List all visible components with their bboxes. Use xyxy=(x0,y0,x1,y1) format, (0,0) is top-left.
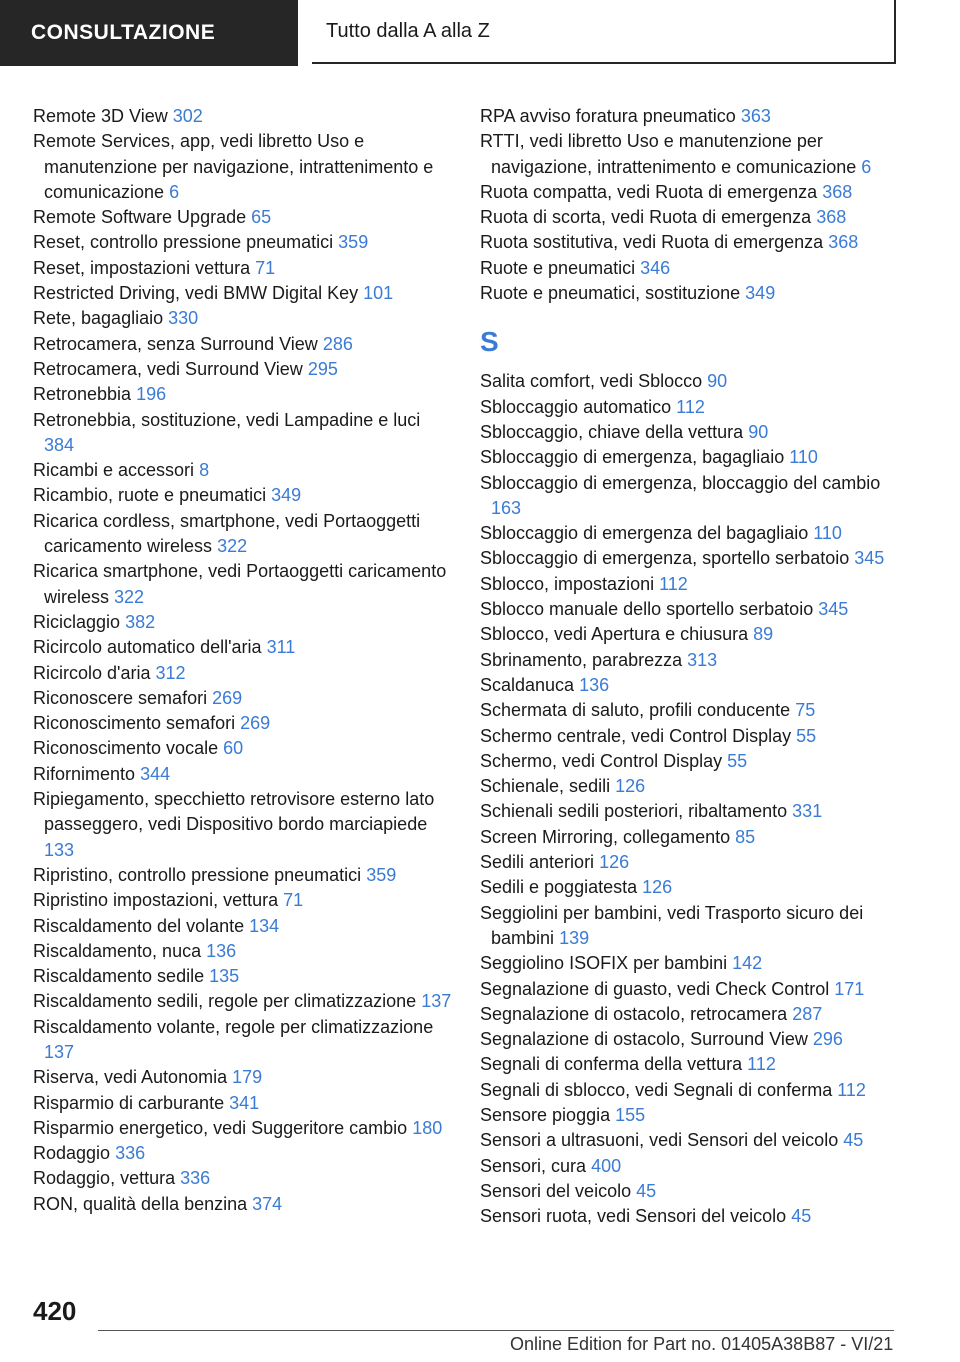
index-entry-text: Ripristino impostazioni, vettura xyxy=(33,890,279,911)
page-reference-link[interactable]: 90 xyxy=(707,371,728,392)
index-entry xyxy=(480,673,900,698)
index-entry xyxy=(480,1154,900,1179)
index-entry xyxy=(480,901,900,952)
index-entry-text: Riserva, vedi Autonomia xyxy=(33,1067,228,1088)
page-reference-link[interactable]: 349 xyxy=(745,283,776,304)
index-entry-text: Sensori ruota, vedi Sensori del veicolo xyxy=(480,1206,787,1227)
page-reference-link[interactable]: 374 xyxy=(252,1193,283,1214)
index-entry-text: Segnalazione di ostacolo, retrocamera xyxy=(480,1003,788,1024)
index-entry-text: RTTI, vedi libretto Uso e manutenzione per navigazione, intrattenimento e comunicazione xyxy=(480,131,857,177)
index-entry xyxy=(33,635,453,660)
index-entry-text: Riconoscimento vocale xyxy=(33,738,219,759)
chapter-title: Tutto dalla A alla Z xyxy=(312,0,896,64)
index-entry-text: Riconoscere semafori xyxy=(33,687,208,708)
index-entry xyxy=(480,977,900,1002)
index-entry-text: Remote Software Upgrade xyxy=(33,207,247,228)
index-entry xyxy=(33,306,453,331)
index-entry-text: Riconoscimento semafori xyxy=(33,713,236,734)
index-entry-text: Ruota di scorta, vedi Ruota di emergenza xyxy=(480,207,812,228)
page-reference-link[interactable]: 368 xyxy=(822,181,853,202)
section-letter-heading: S xyxy=(480,326,499,358)
index-entry xyxy=(33,408,453,459)
page-reference-link[interactable]: 171 xyxy=(834,978,865,999)
index-entry xyxy=(480,825,900,850)
page-reference-link[interactable]: 101 xyxy=(363,283,394,304)
index-entry xyxy=(33,205,453,230)
index-entry xyxy=(33,559,453,610)
page-reference-link[interactable]: 71 xyxy=(283,890,304,911)
index-entry xyxy=(480,281,900,306)
index-entry xyxy=(480,1204,900,1229)
index-column-right xyxy=(480,104,900,1229)
page-reference-link[interactable]: 134 xyxy=(249,915,280,936)
page-reference-link[interactable]: 89 xyxy=(753,624,774,645)
page-reference-link[interactable]: 126 xyxy=(642,877,673,898)
index-entry xyxy=(33,458,453,483)
index-entry xyxy=(33,1091,453,1116)
page-reference-link[interactable]: 368 xyxy=(828,232,859,253)
page-reference-link[interactable]: 55 xyxy=(796,725,817,746)
page-reference-link[interactable]: 363 xyxy=(740,106,771,126)
page-reference-link[interactable]: 359 xyxy=(338,232,369,253)
index-entry xyxy=(480,1002,900,1027)
index-entry xyxy=(33,762,453,787)
index-entry-text: Remote 3D View xyxy=(33,106,168,126)
page-reference-link[interactable]: 196 xyxy=(136,384,167,405)
index-entry-text: Sedili anteriori xyxy=(480,852,595,873)
page-reference-link[interactable]: 287 xyxy=(792,1003,823,1024)
index-entry xyxy=(33,863,453,888)
index-entry-text: Sblocco, vedi Apertura e chiusura xyxy=(480,624,749,645)
index-entry-text: Sbrinamento, parabrezza xyxy=(480,649,683,670)
index-entry xyxy=(480,1179,900,1204)
index-entry-text: Screen Mirroring, collegamento xyxy=(480,826,731,847)
index-entry-text: Segnali di sblocco, vedi Segnali di conferma xyxy=(480,1079,833,1100)
page-reference-link[interactable]: 112 xyxy=(659,573,688,594)
page-reference-link[interactable]: 137 xyxy=(44,1041,75,1062)
index-column-left xyxy=(33,104,453,1217)
index-entry-text: Sensori a ultrasuoni, vedi Sensori del veicolo xyxy=(480,1130,839,1151)
index-entry-text: Ruote e pneumatici xyxy=(480,257,636,278)
page-reference-link[interactable]: 139 xyxy=(559,927,590,948)
index-entry-text: Riciclaggio xyxy=(33,611,121,632)
index-entry xyxy=(480,724,900,749)
index-entry xyxy=(480,395,900,420)
page-reference-link[interactable]: 71 xyxy=(255,257,276,278)
index-entry-text: Sbloccaggio di emergenza, bagagliaio xyxy=(480,447,785,468)
index-entry-text: Ricarica cordless, smartphone, vedi Portaoggetti caricamento wireless xyxy=(33,510,421,557)
index-entry-text: Segnali di conferma della vettura xyxy=(480,1054,743,1075)
index-entry-text: RON, qualità della benzina xyxy=(33,1193,248,1214)
index-entry-text: Rifornimento xyxy=(33,763,136,784)
page-reference-link[interactable]: 75 xyxy=(795,700,816,721)
page-reference-link[interactable]: 65 xyxy=(251,207,272,228)
edition-note: Online Edition for Part no. 01405A38B87 - VI/21 xyxy=(510,1334,894,1354)
index-entry-text: Riscaldamento sedili, regole per climatizzazione xyxy=(33,991,417,1012)
page-reference-link[interactable]: 55 xyxy=(727,750,748,771)
index-entry xyxy=(33,736,453,761)
page-reference-link[interactable]: 349 xyxy=(271,485,302,506)
page-reference-link[interactable]: 136 xyxy=(206,940,237,961)
page-reference-link[interactable]: 179 xyxy=(232,1067,263,1088)
page-reference-link[interactable]: 110 xyxy=(813,523,842,544)
page-reference-link[interactable]: 6 xyxy=(861,156,872,177)
index-entry xyxy=(480,471,900,522)
index-entry xyxy=(33,509,453,560)
index-entry-text: Ricircolo automatico dell'aria xyxy=(33,637,262,658)
index-entry-text: Sbloccaggio di emergenza del bagagliaio xyxy=(480,523,809,544)
index-entry-text: Ruota sostitutiva, vedi Ruota di emergenza xyxy=(480,232,824,253)
index-entry xyxy=(33,964,453,989)
index-entry-text: Restricted Driving, vedi BMW Digital Key xyxy=(33,283,359,304)
page-reference-link[interactable]: 112 xyxy=(747,1054,776,1075)
index-entry-text: Risparmio energetico, vedi Suggeritore cambio xyxy=(33,1117,408,1138)
page-reference-link[interactable]: 368 xyxy=(816,207,847,228)
index-entry-text: Rete, bagagliaio xyxy=(33,308,164,329)
index-entry xyxy=(33,610,453,635)
index-entry xyxy=(33,1141,453,1166)
index-entry xyxy=(33,1192,453,1217)
index-entry-text: Segnalazione di guasto, vedi Check Control xyxy=(480,978,830,999)
footer-divider xyxy=(98,1330,894,1331)
page-reference-link[interactable]: 163 xyxy=(491,497,522,518)
page-reference-link[interactable]: 126 xyxy=(615,776,646,797)
index-entry xyxy=(480,180,900,205)
index-entry xyxy=(480,698,900,723)
index-entry-text: Schienali sedili posteriori, ribaltamento xyxy=(480,801,788,822)
index-entry-text: Ruota compatta, vedi Ruota di emergenza xyxy=(480,181,818,202)
page-reference-link[interactable]: 135 xyxy=(209,966,240,987)
index-entry-text: Retronebbia xyxy=(33,384,132,405)
index-entry-text: Segnalazione di ostacolo, Surround View xyxy=(480,1029,808,1050)
index-entry xyxy=(480,749,900,774)
index-entry xyxy=(480,369,900,394)
index-entry xyxy=(33,104,453,129)
page-reference-link[interactable]: 45 xyxy=(791,1206,812,1227)
index-entry xyxy=(33,939,453,964)
index-entry xyxy=(480,445,900,470)
index-entry xyxy=(33,281,453,306)
page-reference-link[interactable]: 322 xyxy=(217,536,248,557)
index-entry-text: Ricarica smartphone, vedi Portaoggetti caricamento wireless xyxy=(33,561,447,607)
page-reference-link[interactable]: 126 xyxy=(599,852,630,873)
index-entry xyxy=(480,572,900,597)
index-entry xyxy=(480,521,900,546)
index-entry xyxy=(480,205,900,230)
index-entry-text: Rodaggio, vettura xyxy=(33,1168,176,1189)
index-entry xyxy=(480,256,900,281)
page-reference-link[interactable]: 345 xyxy=(818,599,849,620)
page-reference-link[interactable]: 133 xyxy=(44,839,75,860)
page-reference-link[interactable]: 286 xyxy=(322,333,353,354)
page-reference-link[interactable]: 112 xyxy=(837,1079,866,1100)
page-reference-link[interactable]: 136 xyxy=(579,674,610,695)
index-entry-text: Salita comfort, vedi Sblocco xyxy=(480,371,703,392)
index-entry xyxy=(33,1065,453,1090)
page-reference-link[interactable]: 45 xyxy=(636,1180,657,1201)
index-entry-text: Ricambio, ruote e pneumatici xyxy=(33,485,267,506)
index-entry-text: Ripristino, controllo pressione pneumatici xyxy=(33,864,362,885)
index-entry-text: Sensore pioggia xyxy=(480,1104,611,1125)
index-entry-text: Sedili e poggiatesta xyxy=(480,877,638,898)
page-reference-link[interactable]: 341 xyxy=(229,1092,260,1113)
index-entry-text: Reset, controllo pressione pneumatici xyxy=(33,232,334,253)
index-entry-text: Sbloccaggio di emergenza, sportello serbatoio xyxy=(480,548,850,569)
index-entry-text: Sblocco manuale dello sportello serbatoio xyxy=(480,599,814,620)
index-entry xyxy=(33,357,453,382)
page-reference-link[interactable]: 269 xyxy=(240,713,271,734)
page-reference-link[interactable]: 45 xyxy=(843,1130,864,1151)
page-reference-link[interactable]: 269 xyxy=(212,687,243,708)
index-entry xyxy=(480,774,900,799)
page-reference-link[interactable]: 137 xyxy=(421,991,452,1012)
index-entry xyxy=(33,888,453,913)
index-entry-text: Ricambi e accessori xyxy=(33,460,195,481)
index-entry xyxy=(33,686,453,711)
index-entry xyxy=(480,104,900,129)
index-entry xyxy=(480,230,900,255)
index-entry-text: Schermo centrale, vedi Control Display xyxy=(480,725,792,746)
index-entry xyxy=(33,1015,453,1066)
index-entry-text: Seggiolino ISOFIX per bambini xyxy=(480,953,728,974)
page-header xyxy=(0,0,960,66)
index-entry-text: Rodaggio xyxy=(33,1143,111,1164)
index-entry xyxy=(480,546,900,571)
index-entry xyxy=(480,799,900,824)
index-entry xyxy=(33,230,453,255)
index-entry xyxy=(480,420,900,445)
index-entry xyxy=(33,914,453,939)
index-entry xyxy=(480,597,900,622)
index-entry-text: Ricircolo d'aria xyxy=(33,662,151,683)
page-reference-link[interactable]: 400 xyxy=(591,1155,622,1176)
index-entry-text: Retrocamera, vedi Surround View xyxy=(33,358,303,379)
page-reference-link[interactable]: 8 xyxy=(199,460,210,481)
index-entry xyxy=(33,989,453,1014)
index-entry-text: Riscaldamento sedile xyxy=(33,966,205,987)
index-entry-text: Riscaldamento volante, regole per climatizzazione xyxy=(33,1016,434,1037)
page-reference-link[interactable]: 155 xyxy=(615,1104,646,1125)
page-reference-link[interactable]: 336 xyxy=(180,1168,211,1189)
index-entry xyxy=(33,787,453,863)
page-reference-link[interactable]: 330 xyxy=(168,308,199,329)
page-reference-link[interactable]: 295 xyxy=(307,358,338,379)
page-reference-link[interactable]: 110 xyxy=(789,447,818,468)
page-reference-link[interactable]: 90 xyxy=(748,421,769,442)
page-reference-link[interactable]: 384 xyxy=(44,434,75,455)
index-entry xyxy=(33,711,453,736)
index-entry xyxy=(33,332,453,357)
page-reference-link[interactable]: 6 xyxy=(169,181,180,202)
index-entry xyxy=(33,1166,453,1191)
index-entry-text: Sblocco, impostazioni xyxy=(480,573,655,594)
page-reference-link[interactable]: 322 xyxy=(114,586,145,607)
index-entry-text: Retrocamera, senza Surround View xyxy=(33,333,318,354)
index-entry-text: Schienale, sedili xyxy=(480,776,611,797)
index-entry xyxy=(480,1103,900,1128)
index-entry xyxy=(33,129,453,205)
index-entry xyxy=(480,1128,900,1153)
index-entry-text: Risparmio di carburante xyxy=(33,1092,225,1113)
index-entry xyxy=(33,483,453,508)
page-reference-link[interactable]: 180 xyxy=(412,1117,443,1138)
section-label: CONSULTAZIONE xyxy=(0,0,298,66)
index-entry-text: Remote Services, app, vedi libretto Uso e manutenzione per navigazione, intrattenimento e comunicazione xyxy=(33,131,434,202)
index-entry xyxy=(480,1052,900,1077)
page-number: 420 xyxy=(33,1296,77,1326)
page-reference-link[interactable]: 142 xyxy=(732,953,763,974)
index-entry xyxy=(480,622,900,647)
page-reference-link[interactable]: 296 xyxy=(812,1029,843,1050)
page-reference-link[interactable]: 112 xyxy=(676,396,705,417)
index-entry-text: Retronebbia, sostituzione, vedi Lampadine e luci xyxy=(33,409,421,430)
index-entry xyxy=(480,850,900,875)
index-entry xyxy=(480,951,900,976)
page-reference-link[interactable]: 331 xyxy=(792,801,823,822)
index-entry-text: RPA avviso foratura pneumatico xyxy=(480,106,736,126)
index-entry-text: Sbloccaggio, chiave della vettura xyxy=(480,421,744,442)
page-reference-link[interactable]: 313 xyxy=(687,649,718,670)
page-reference-link[interactable]: 60 xyxy=(223,738,244,759)
page-reference-link[interactable]: 312 xyxy=(155,662,186,683)
page-reference-link[interactable]: 345 xyxy=(854,548,885,569)
index-entry xyxy=(480,129,900,180)
page-reference-link[interactable]: 85 xyxy=(735,826,756,847)
index-entry-text: Schermata di saluto, profili conducente xyxy=(480,700,791,721)
index-entry xyxy=(33,1116,453,1141)
index-entry-text: Ruote e pneumatici, sostituzione xyxy=(480,283,741,304)
page-reference-link[interactable]: 344 xyxy=(140,763,171,784)
index-entry xyxy=(33,256,453,281)
page-reference-link[interactable]: 359 xyxy=(366,864,397,885)
index-entry-text: Riscaldamento del volante xyxy=(33,915,245,936)
index-entry xyxy=(480,875,900,900)
index-entry xyxy=(480,1078,900,1103)
index-entry xyxy=(480,648,900,673)
page-reference-link[interactable]: 302 xyxy=(172,106,203,126)
page-reference-link[interactable]: 311 xyxy=(266,637,296,658)
index-entry-text: Sbloccaggio di emergenza, bloccaggio del cambio xyxy=(480,472,881,493)
index-entry xyxy=(480,1027,900,1052)
page-reference-link[interactable]: 382 xyxy=(125,611,156,632)
index-entry-text: Sensori, cura xyxy=(480,1155,587,1176)
index-entry-text: Ripiegamento, specchietto retrovisore esterno lato passeggero, vedi Dispositivo bordo marciapiede xyxy=(33,789,435,835)
index-entry-text: Seggiolini per bambini, vedi Trasporto sicuro dei bambini xyxy=(480,902,864,948)
page-reference-link[interactable]: 346 xyxy=(640,257,671,278)
index-entry-text: Schermo, vedi Control Display xyxy=(480,750,723,771)
index-entry-text: Sensori del veicolo xyxy=(480,1180,632,1201)
index-entry xyxy=(33,382,453,407)
index-entry-text: Scaldanuca xyxy=(480,674,575,695)
index-entry xyxy=(33,661,453,686)
index-entry-text: Reset, impostazioni vettura xyxy=(33,257,251,278)
index-entry-text: Sbloccaggio automatico xyxy=(480,396,672,417)
index-entry-text: Riscaldamento, nuca xyxy=(33,940,202,961)
page-reference-link[interactable]: 336 xyxy=(115,1143,146,1164)
